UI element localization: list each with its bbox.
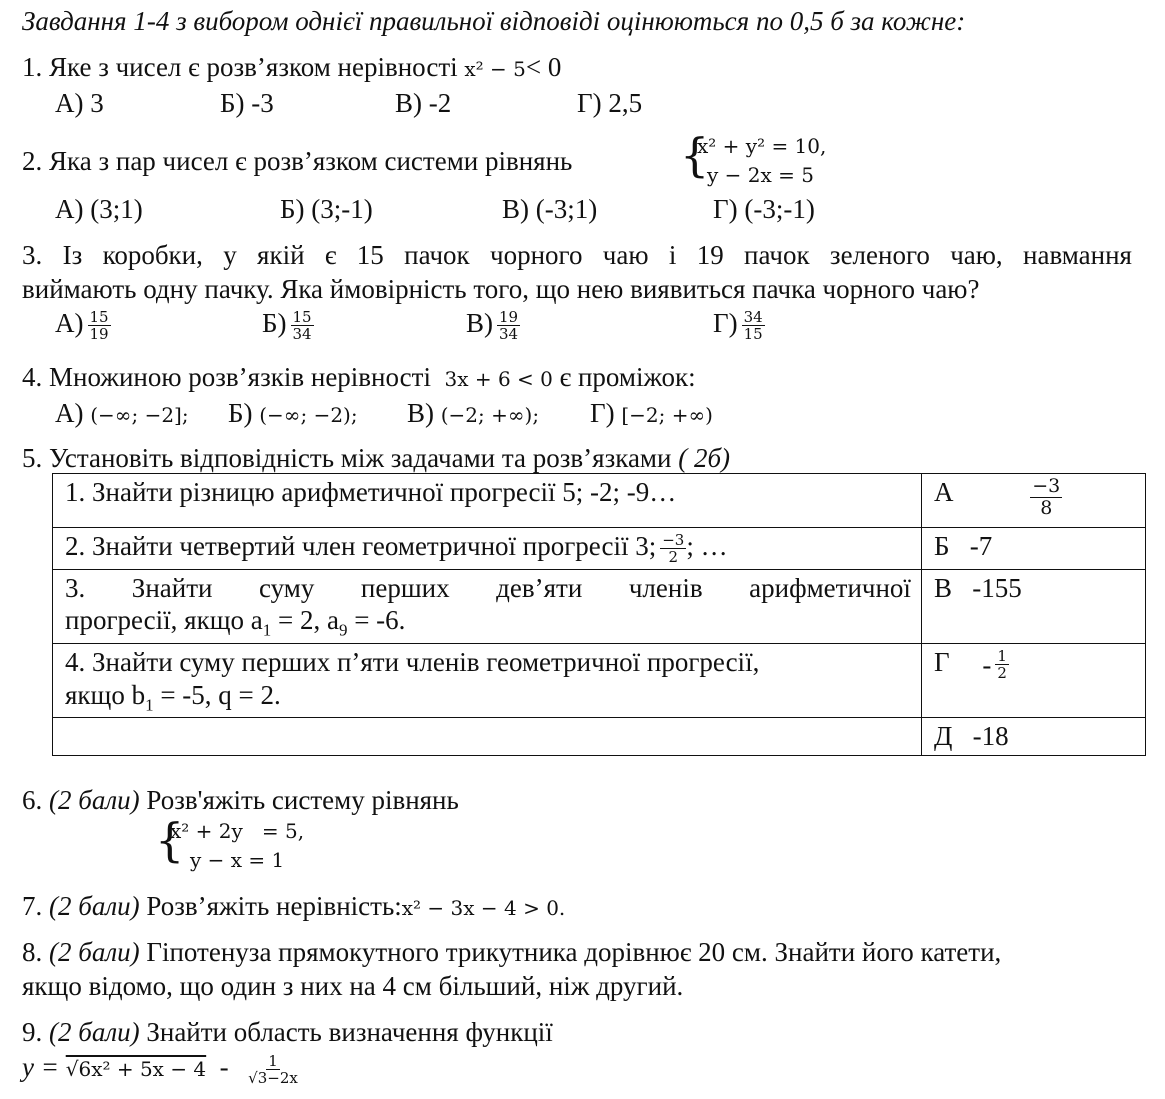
q1-option-b[interactable]: Б) -3	[220, 88, 274, 118]
question-3-line-2: виймають одну пачку. Яка ймовірність того, що нею виявиться пачка чорного чаю?	[22, 274, 980, 304]
q3-word: чорного	[490, 240, 583, 270]
q3-option-label: Б)	[262, 308, 287, 338]
q3-word: є	[324, 240, 337, 270]
table-row	[53, 528, 1146, 570]
q3-word: Із	[62, 240, 83, 270]
question-7: 7. (2 бали) Розв’яжіть нерівність:x² − 3x − 4 > 0.	[22, 891, 566, 921]
q3-option-fraction: $\frac{15}{34}$	[292, 307, 312, 344]
question-1	[22, 52, 561, 83]
task-2-fraction: $\frac{-3}{2}$	[662, 530, 685, 567]
question-8-line-2: якщо відомо, що один з них на 4 см більший, ніж другий.	[22, 971, 684, 1001]
q3-word: і	[668, 240, 677, 270]
question-7-points: (2 бали)	[49, 891, 140, 921]
question-8-points: (2 бали)	[49, 937, 140, 967]
q4-option-b[interactable]: Б) (−∞; −2);	[228, 398, 358, 428]
question-3-line-1	[22, 240, 1132, 271]
question-9-points: (2 бали)	[49, 1017, 140, 1047]
q2-equation-2: y − 2x = 5	[707, 163, 814, 187]
question-5-points: ( 2б)	[678, 443, 731, 473]
table-row	[53, 570, 1146, 644]
table-row	[53, 474, 1146, 528]
q3-word: пачок	[744, 240, 810, 270]
answer-a[interactable]: А $\frac{-3}{8}$	[922, 474, 1146, 528]
q2-system	[697, 132, 826, 190]
q3-word: 19	[696, 240, 724, 270]
question-2-text: 2. Яка з пар чисел є розв’язком системи рівнянь	[22, 146, 573, 176]
q3-word: у	[223, 240, 237, 270]
q2-system-brace: {	[680, 128, 710, 182]
question-1-tail: < 0	[525, 52, 562, 82]
q2-option-b[interactable]: Б) (3;-1)	[280, 194, 373, 224]
q3-word: 15	[356, 240, 384, 270]
table-row	[53, 644, 1146, 718]
q1-option-a[interactable]: А) 3	[55, 88, 104, 118]
task-2: 2. Знайти четвертий член геометричної прогресії 3; $\frac{-3}{2}$ ; …	[53, 528, 922, 570]
q6-equation-2: y − x = 1	[190, 848, 285, 872]
answer-d-fraction: $\frac{1}{2}$	[997, 646, 1007, 683]
question-4-tail: є проміжок:	[559, 362, 696, 392]
q2-option-c[interactable]: В) (-3;1)	[502, 194, 598, 224]
q3-word: зеленого	[829, 240, 930, 270]
question-5	[22, 443, 730, 474]
q2-option-a[interactable]: А) (3;1)	[55, 194, 143, 224]
question-4-expression: 3x + 6 < 0	[444, 367, 553, 391]
q3-option-a[interactable]	[55, 308, 111, 343]
q3-word: якій	[257, 240, 305, 270]
q3-word: коробки,	[102, 240, 203, 270]
section-header: Завдання 1-4 з вибором однієї правильної відповіді оцінюються по 0,5 б за кожне:	[22, 6, 966, 36]
q3-option-fraction: $\frac{34}{15}$	[743, 307, 763, 344]
question-6: 6. (2 бали) Розв'яжіть систему рівнянь	[22, 785, 459, 815]
q6-equation-1: x² + 2y = 5,	[170, 819, 305, 843]
q2-option-d[interactable]: Г) (-3;-1)	[713, 194, 815, 224]
q3-option-fraction: $\frac{15}{19}$	[89, 307, 109, 344]
q9-sqrt: √6x² + 5x − 4	[65, 1057, 207, 1081]
question-1-text: 1. Яке з чисел є розв’язком нерівності	[22, 52, 458, 82]
q3-word: чаю,	[950, 240, 1003, 270]
q9-fraction: $\frac{1}{√3-2x}$	[248, 1051, 298, 1088]
q3-option-fraction: $\frac{19}{34}$	[499, 307, 519, 344]
q3-word: пачок	[404, 240, 470, 270]
question-8-line-1: 8. (2 бали) Гіпотенуза прямокутного трикутника дорівнює 20 см. Знайти його катети,	[22, 937, 1002, 967]
q4-option-a[interactable]: А) (−∞; −2];	[55, 398, 189, 428]
answer-e[interactable]: Д -18	[922, 718, 1146, 755]
q3-word: навмання	[1023, 240, 1132, 270]
q4-option-c[interactable]: В) (−2; +∞);	[407, 398, 540, 428]
q6-system	[170, 817, 304, 875]
answer-b[interactable]: Б -7	[922, 528, 1146, 570]
question-7-text: Розв’яжіть нерівність:	[146, 891, 402, 921]
answer-a-fraction: $\frac{-3}{8}$	[1032, 475, 1061, 519]
question-1-expression: x² − 5	[464, 57, 526, 81]
question-9: 9. (2 бали) Знайти область визначення функції	[22, 1017, 553, 1047]
task-empty	[53, 718, 922, 755]
answer-c[interactable]: В -155	[922, 570, 1146, 644]
q3-word: 3.	[22, 240, 43, 270]
q3-option-label: В)	[466, 308, 493, 338]
table-row	[53, 718, 1146, 755]
task-4: 4. Знайти суму перших п’яти членів геометричної прогресії, якщо $b_1 = -5$, q = 2.	[53, 644, 922, 718]
q1-option-c[interactable]: В) -2	[395, 88, 452, 118]
matching-table	[52, 473, 1146, 756]
question-4	[22, 362, 696, 393]
answer-d[interactable]: Г - $\frac{1}{2}$	[922, 644, 1146, 718]
q9-function: y = √6x² + 5x − 4 - $\frac{1}{√3-2x}$	[22, 1051, 298, 1088]
q2-equation-1: x² + y² = 10,	[697, 134, 827, 158]
q3-option-label: А)	[55, 308, 84, 338]
question-6-points: (2 бали)	[49, 785, 140, 815]
q3-option-d[interactable]	[713, 308, 765, 343]
question-7-expression: x² − 3x − 4 > 0.	[401, 896, 566, 920]
q3-option-b[interactable]	[262, 308, 314, 343]
task-1: 1. Знайти різницю арифметичної прогресії 5; -2; -9…	[53, 474, 922, 528]
q3-option-c[interactable]	[466, 308, 520, 343]
task-3: 3. Знайти суму перших дев’яти членів арифметичної прогресії, якщо $a_1 = 2$, $a_9 = -6$.	[53, 570, 922, 644]
question-4-text: 4. Множиною розв’язків нерівності	[22, 362, 431, 392]
q6-system-brace: {	[155, 813, 185, 867]
q1-option-d[interactable]: Г) 2,5	[577, 88, 643, 118]
q3-option-label: Г)	[713, 308, 738, 338]
question-5-text: 5. Установіть відповідність між задачами та розв’язками	[22, 443, 672, 473]
q3-word: чаю	[602, 240, 649, 270]
q4-option-d[interactable]: Г) [−2; +∞)	[590, 398, 713, 428]
question-6-text: Розв'яжіть систему рівнянь	[146, 785, 459, 815]
